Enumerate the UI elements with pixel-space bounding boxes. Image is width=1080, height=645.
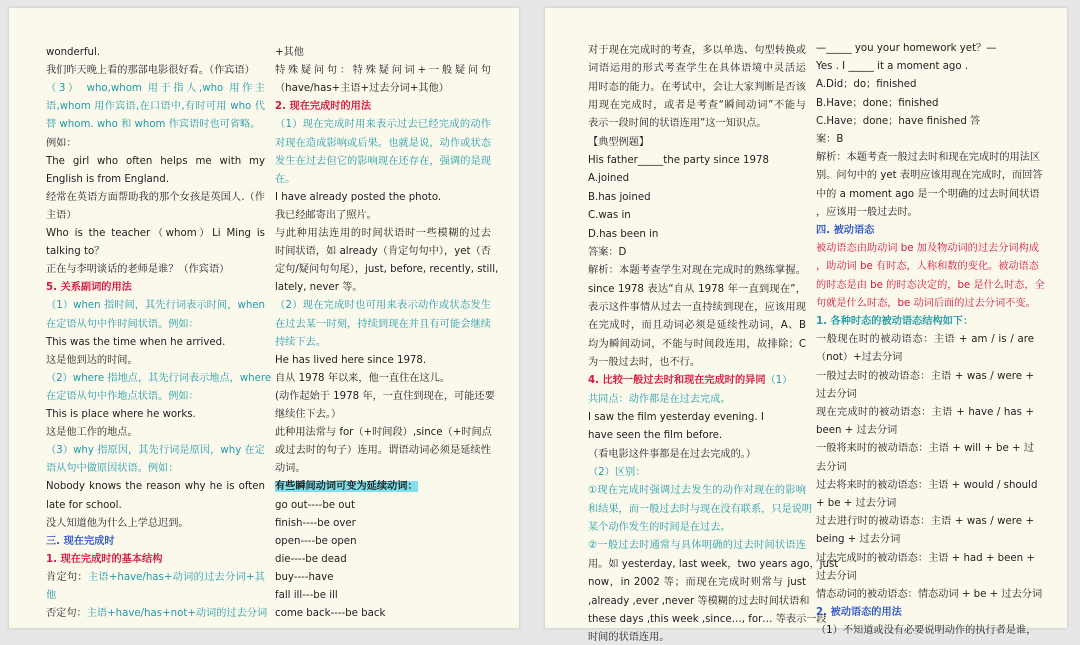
text-line: go out----be out: [275, 499, 355, 511]
text-line: [275, 480, 491, 494]
line-formula: 主语+have/has+not+动词的过去分词: [86, 608, 268, 620]
text-line: 1. 现在完成时的基本结构: [46, 553, 163, 565]
text-line: 与此种用法连用的时间状语时一些模糊的过去: [275, 228, 491, 239]
text-line: [816, 406, 1034, 420]
text-line: 四. 被动语态: [816, 225, 875, 236]
text-line: 均为瞬间动词，不能与时间段连用，故排除；C: [588, 338, 806, 350]
text-line: [816, 442, 1034, 456]
line-label: 一般将来时的被动语态：: [816, 443, 929, 455]
text-line: being + 过去分词: [816, 534, 901, 546]
text-line: open----be open: [275, 535, 357, 547]
text-line: 解析：本题考查学生对现在完成时的熟练掌握。: [588, 265, 806, 277]
line-formula: 主语 + will + be + 过: [928, 443, 1034, 455]
text-line: 某个动作发生的时间是在过去。: [588, 522, 731, 534]
text-line: ②一般过去时通常与具体明确的过去时间状语连: [588, 540, 806, 552]
line-formula: 主语 + would / should: [928, 479, 1038, 491]
text-line: 他: [46, 590, 57, 601]
text-line: 这是他工作的地点。: [46, 427, 138, 439]
text-line: 对于现在完成时的考查，多以单选、句型转换或: [588, 45, 806, 56]
text-line: 在完成时，而且动词必须是延续性动词，A、B: [588, 320, 806, 332]
text-line: +其他: [275, 47, 304, 58]
text-line: 用现在完成时，或者是考查“瞬间动词”不能与: [588, 100, 806, 112]
line-label: 过去将来时的被动语态：: [816, 479, 929, 491]
line-formula: 主语 + was / were +: [930, 516, 1034, 528]
text-line: 在定语从句中作时间状语。例如：: [46, 318, 199, 330]
text-line: 句就是什么时态，be 动词后面的过去分词不变。: [816, 297, 1036, 309]
line-label: 一般现在时的被动语态：: [816, 334, 934, 346]
text-line: The girl who often helps me with my: [46, 155, 265, 167]
line-label: 过去进行时的被动语态：: [816, 516, 931, 528]
text-line: 1. 各种时态的被动语态结构如下：: [816, 316, 974, 327]
text-line: B.Have；done；finished: [816, 97, 939, 109]
text-line: 对现在造成影响或后果。也就是说，动作或状态: [275, 137, 491, 149]
text-line: 2. 被动语态的用法: [816, 607, 902, 619]
line-formula: 主语 + am / is / are: [933, 334, 1034, 346]
text-line: 没人知道他为什么上学总迟到。: [46, 517, 189, 529]
text-line: 为一般过去时，也不行。: [588, 356, 701, 368]
text-line: + be + 过去分词: [816, 498, 897, 509]
text-line: 时间的状语连用。: [588, 632, 670, 644]
text-line: wonderful.: [46, 47, 101, 58]
text-line: fall ill---be ill: [275, 590, 338, 601]
text-line: 用。如 yesterday, last week，two years ago，just: [588, 558, 839, 570]
text-line: （1）现在完成时用来表示过去已经完成的动作: [275, 119, 491, 131]
line-label: 现在完成时的被动语态：: [816, 407, 932, 418]
text-line: He has lived here since 1978.: [275, 354, 427, 366]
text-line: finish----be over: [275, 517, 356, 529]
right-page: [545, 8, 1067, 644]
text-line: have seen the film before.: [588, 430, 723, 442]
text-line: B.has joined: [588, 191, 651, 203]
text-line: [816, 552, 1034, 566]
text-line: since 1978 表达“自从 1978 年一直到现在”，: [588, 283, 806, 295]
text-line: （3） who,whom 用于指人,who 用作主: [46, 83, 265, 95]
heading-text: 4. 比较一般过去时和现在完成时的异同: [588, 375, 766, 387]
text-line: D.has been in: [588, 228, 659, 240]
text-line: [816, 588, 1043, 602]
text-line: [816, 370, 1034, 384]
line-label: 情态动词的被动语态：: [816, 589, 918, 600]
text-line: talking to？: [46, 246, 105, 258]
text-line: （看电影这件事都是在过去完成的。）: [588, 448, 757, 460]
text-line: 共同点：动作都是在过去完成。: [588, 393, 731, 405]
line-formula: 情态动词 + be + 过去分词: [917, 589, 1043, 600]
text-line: （not）+过去分词: [816, 352, 903, 364]
text-line: 在。: [275, 173, 296, 185]
left-page: [9, 8, 519, 628]
text-line: been + 过去分词: [816, 425, 898, 437]
text-line: now，in 2002 等；而现在完成时则常与 just: [588, 577, 806, 589]
text-line: 继续住下去。）: [275, 409, 342, 420]
text-line: [816, 333, 1034, 347]
line-formula: 主语 + was / were +: [930, 370, 1034, 382]
text-line: 经常在英语方面帮助我的那个女孩是英国人.（作: [46, 191, 265, 203]
text-line: （1）when 指时间，其先行词表示时间，when: [46, 300, 265, 312]
text-line: [816, 515, 1034, 529]
text-line: 表示一段时间的状语连用”这一知识点。: [588, 118, 767, 130]
text-line: （have/has+主语+过去分词+其他）: [275, 83, 449, 95]
text-line: A.Did；do；finished: [816, 79, 917, 91]
line-formula: 主语+have/has+动词的过去分词+其: [87, 571, 265, 583]
text-line: 我已经邮寄出了照片。: [275, 209, 377, 221]
text-line: A.joined: [588, 173, 630, 185]
text-line: Yes . I _____ it a moment ago .: [816, 61, 969, 73]
text-line: Who is the teacher（whom）Li Ming is: [46, 228, 265, 239]
text-line: 【典型例题】: [588, 136, 650, 148]
text-line: 动词。: [275, 463, 306, 475]
text-line: I saw the film yesterday evening. I: [588, 412, 764, 423]
text-line: —_____ you your homework yet？—: [816, 43, 997, 54]
text-line: 解析：本题考查一般过去时和现在完成时的用法区: [816, 152, 1041, 164]
text-line: 正在与李明谈话的老师是谁？（作宾语）: [46, 264, 230, 276]
text-line: ①现在完成时强调过去发生的动作对现在的影响: [588, 485, 806, 497]
text-line: 过去分词: [816, 388, 857, 400]
text-line: 自从 1978 年以来，他一直住在这儿。: [275, 372, 451, 384]
text-line: 语从句中做原因状语。例如：: [46, 463, 179, 475]
text-line: 过去分词: [816, 570, 857, 582]
text-line: ,already ,ever ,never 等模糊的过去时间状语和: [588, 595, 810, 607]
text-line: [46, 571, 265, 585]
text-line: 5. 关系副词的用法: [46, 282, 132, 294]
text-line: 这是他到达的时间。: [46, 354, 138, 366]
text-line: these days ,this week ,since…, for… 等表示一段: [588, 613, 827, 625]
line-label: 肯定句：: [46, 571, 88, 583]
text-line: 三. 现在完成时: [46, 535, 115, 547]
text-line: 2. 现在完成时的用法: [275, 101, 372, 113]
text-line: 中的 a moment ago 是一个明确的过去时间状语: [816, 188, 1040, 200]
text-line: 表示这件事情从过去一直持续到现在，应该用现: [588, 301, 806, 313]
line-label: 一般过去时的被动语态：: [816, 370, 931, 382]
text-line: 例如：: [46, 137, 77, 149]
text-line: （2）现在完成时也可用来表示动作或状态发生: [275, 300, 491, 312]
text-line: I have already posted the photo.: [275, 191, 442, 203]
text-line: 和结果，而一般过去时与现在没有联系，只是说明: [588, 503, 813, 515]
text-line: （3）why 指原因，其先行词是原因，why 在定: [46, 445, 265, 457]
line-label: 否定句：: [46, 608, 87, 620]
text-line: 在定语从句中作地点状语。例如：: [46, 390, 199, 402]
text-line: lately, never 等。: [275, 282, 363, 294]
text-line: 语,whom 用作宾语,在口语中,有时可用 who 代: [46, 101, 265, 113]
text-line: 发生在过去但它的影响现在还存在，强调的是现: [275, 155, 491, 167]
text-line: 替 whom. who 和 whom 作宾语时也可省略。: [46, 119, 261, 131]
text-line: come back----be back: [275, 608, 386, 620]
text-line: English is from England.: [46, 173, 169, 185]
text-line: (动作起始于 1978 年，一直住到现在，可能还要: [275, 390, 495, 402]
text-line: late for school.: [46, 499, 122, 511]
text-line: [588, 374, 806, 388]
text-line: 定句/疑问句句尾），just, before, recently, still,: [275, 264, 499, 276]
text-line: 主语）: [46, 209, 77, 221]
heading-sub-number: （1）: [765, 375, 793, 387]
text-line: 词语运用的形式考查学生在具体语境中灵活运: [588, 63, 806, 75]
text-line: ，助动词 be 有时态，人称和数的变化。被动语态: [816, 261, 1039, 273]
text-line: die----be dead: [275, 553, 347, 565]
line-label: 过去完成时的被动语态：: [816, 552, 929, 564]
text-line: 持续下去。: [275, 336, 326, 348]
text-line: 去分词: [816, 461, 847, 473]
text-line: [46, 607, 268, 621]
text-line: 我们昨天晚上看的那部电影很好看。（作宾语）: [46, 65, 255, 77]
text-line: C.Have；done；have finished 答: [816, 115, 981, 127]
text-line: ，应该用一般过去时。: [816, 206, 918, 218]
text-line: 的时态是由 be 的时态决定的，be 是什么时态，全: [816, 279, 1045, 291]
text-line: （2）where 指地点，其先行词表示地点，where: [46, 372, 272, 384]
text-line: Nobody knows the reason why he is often: [46, 481, 265, 493]
text-line: His father_____the party since 1978: [588, 155, 769, 167]
text-line: This is place where he works.: [46, 409, 196, 420]
text-line: （1）不知道或没有必要说明动作的执行者是谁，: [816, 625, 1037, 637]
text-line: [816, 479, 1038, 493]
text-line: 被动语态由助动词 be 加及物动词的过去分词构成: [816, 243, 1039, 255]
text-line: 时间状语，如 already（肯定句句中），yet（否: [275, 246, 491, 258]
text-line: This was the time when he arrived.: [46, 336, 226, 348]
text-line: buy----have: [275, 571, 334, 583]
text-line: 别。问句中的 yet 表明应该用现在完成时，而回答: [816, 170, 1043, 182]
text-line: 特殊疑问句：特殊疑问词+一般疑问句: [275, 65, 491, 77]
text-line: 或过去时的句子）连用。谓语动词必须是延续性: [275, 445, 491, 457]
text-line: 在过去某一时刻，持续到现在并且有可能会继续: [275, 318, 491, 330]
text-line: 案：B: [816, 134, 844, 145]
text-line: 答案：D: [588, 246, 627, 258]
text-line: C.was in: [588, 210, 631, 222]
line-formula: 主语 + have / has +: [931, 407, 1035, 418]
highlighted-heading: 有些瞬间动词可变为延续动词：: [275, 481, 418, 493]
text-line: 用时态的能力。在考试中，会让大家判断是否该: [588, 81, 806, 93]
line-formula: 主语 + had + been +: [928, 552, 1035, 564]
text-line: 此种用法常与 for（+时间段）,since（+时间点: [275, 427, 492, 439]
text-line: （2）区别：: [588, 467, 646, 479]
